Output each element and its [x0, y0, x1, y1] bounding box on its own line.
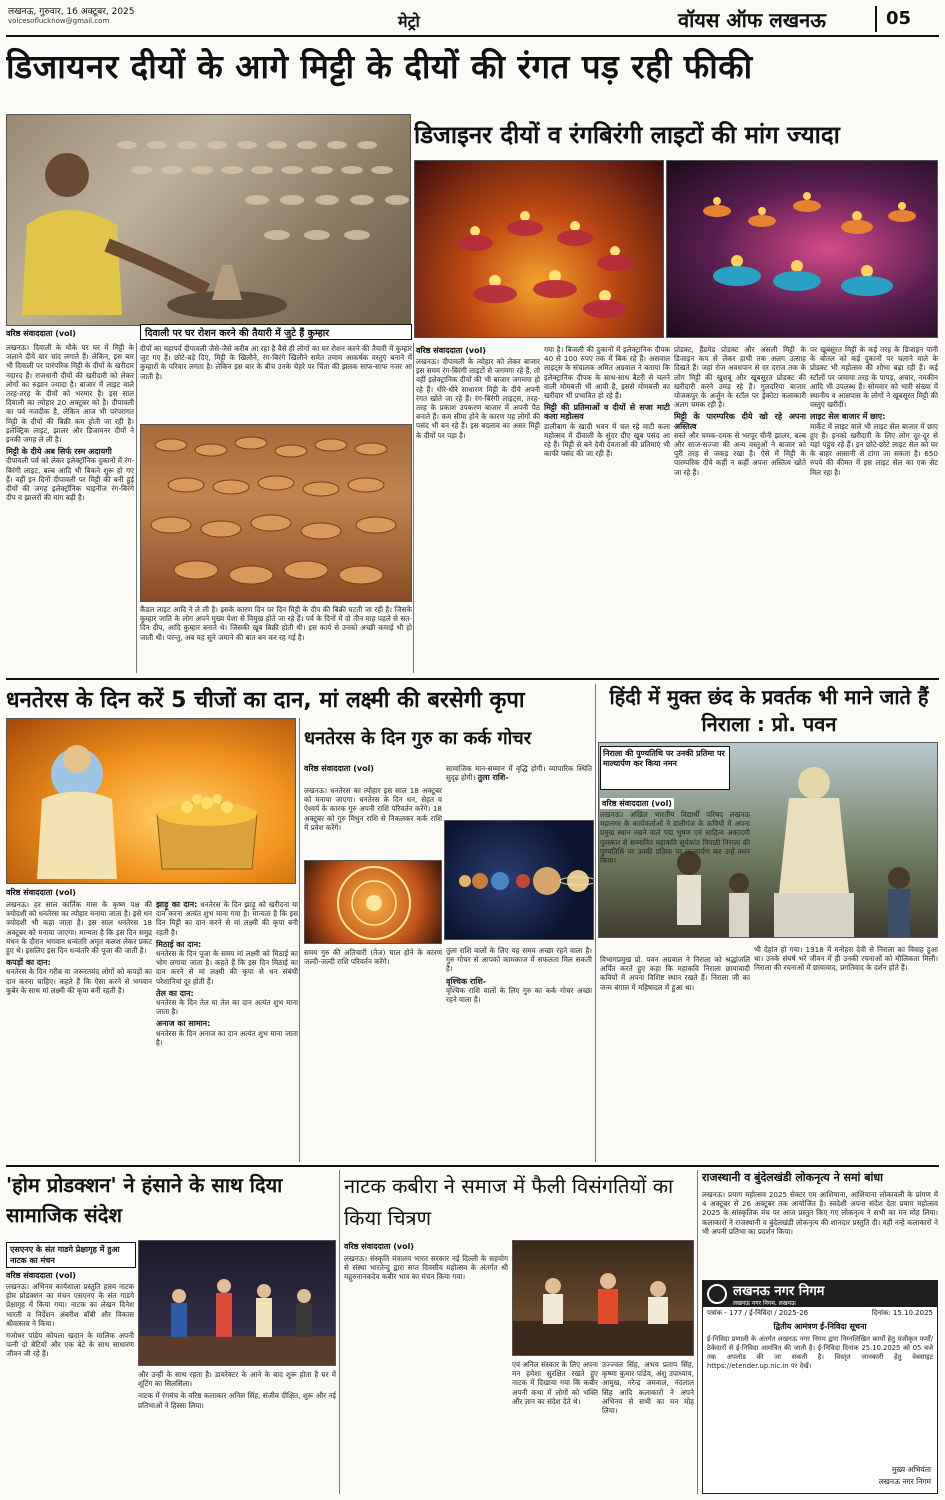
zodiac-wheel-photo	[304, 860, 442, 944]
subhead: कपड़ों का दान:	[6, 958, 51, 968]
text: पर खूबसूरत मिट्टी के कई तरह के डिजाइन पानी के बोतल को कई दुकानों पर चलाने वाले के प्रोडक्ट भी महोत्सव की शोभा बढ़ा रही हैं। कई स्टॉलों पर जमाया तरह के पापड़, अचार, नमकीन आदि भी उपलब्ध हैं। सोमवार को भारी संख्या में स्थानीय व आसपास के लोगों ने खूबसूरत मिट्टी की वस्तुएं खरीदीं।	[810, 345, 938, 410]
text: धनतेरस के दिन तेल या तेल का दान अत्यंत शुभ माना जाता है।	[156, 998, 298, 1017]
org-sub: लखनऊ नगर निगम, लखनऊ	[733, 1300, 796, 1307]
text: धनतेरस के दिन गरीब या जरूरतमंद लोगों को कपड़ों का दान करना चाहिए। कहते हैं कि ऐसा करने से भगवान कुबेर के साथ मां लक्ष्मी की कृपा बनी रहती है।	[6, 967, 152, 995]
ad-body: ई-निविदा प्रणाली के अंतर्गत लखनऊ नगर निगम द्वारा निम्नलिखित कार्यों हेतु पंजीकृत फर्मों/ठेकेदारों से ई-निविदा आमंत्रित की जाती है। ई-निविदा दिनांक 25.10.2025 को 05 बजे तक अपलोड की जा सकती है। विस्तृत जानकारी हेतु वेबसाइट https://etender.up.nic.in पर देखें।	[707, 1335, 933, 1370]
subhead: मिट्टी के पारम्परिक दीये खो रहे अपना अस्तित्व	[674, 412, 806, 431]
story4-col1: लखनऊ। अखिल भारतीय विद्यार्थी परिषद लखनऊ महानगर के कार्यकर्ताओं ने डालीगंज के कवियों में अपना प्रमुख स्थान रखने वाले पद्म भूषण एवं साहित्य अकादमी पुरस्कार से सम्मानित महाकवि सूर्यकांत त्रिपाठी निराला की पुण्यतिथि पर उनकी प्रतिमा पर माल्यार्पण कर उन्हें नमन किया।	[600, 810, 750, 866]
lakshmi-kubera-photo	[6, 718, 296, 884]
ad-signature: मुख्य अभियंता	[891, 1465, 931, 1474]
section-title: मेट्रो	[398, 12, 420, 31]
divider	[413, 343, 414, 673]
text: गया है। बिजली की दुकानों में इलेक्ट्रानिक दीपक 40 से 100 रुपए तक में बिक रहे हैं। असवाल लाइट्स के संचालक अमित अग्रवाल ने बताया कि इलेक्ट्रानिक दीपक के साथ-साथ बैटरी से चलने वाली मोमबत्ती भी आयी है, इससे मोमबत्ती का खरीदार भी प्रभावित हो रहे हैं।	[544, 345, 670, 401]
story3-col1-bottom: समय गुरु की अतिचारी (तेज) चाल होने के कारण जल्दी-जल्दी राशि परिवर्तन करेंगे।	[304, 948, 442, 967]
ad-header	[703, 1281, 937, 1307]
byline: वरिष्ठ संवाददाता (vol)	[6, 1271, 76, 1280]
ad-date: दिनांक: 15.10.2025	[871, 1309, 933, 1317]
candle-diya-photo	[666, 160, 938, 338]
story6-headline: नाटक कबीरा ने समाज में फैली विसंगतियों का किया चित्रण	[344, 1174, 674, 1230]
photo-caption: एसएनए के संत गाडगे प्रेक्षागृह में हुआ नाटक का मंचन	[6, 1242, 136, 1268]
story2-col2	[156, 900, 298, 1162]
planets-photo	[444, 820, 594, 940]
subhead: मिट्टी के दीये अब सिर्फ रस्म अदायगी	[6, 447, 112, 457]
subhead: मिट्टी की प्रतिमाओं व दीयों से सजा माटी कला महोत्सव	[544, 403, 670, 422]
story6-col3: उज्ज्वल सिंह, अभय प्रताप सिंह, कृष्णा कुमार पांडेय, अंशु उपाध्याय, आमुख, नरेन्द्र जमवाल, नंदलाल सिंह आदि कलाकारों ने अपने अभिनय से सभी का मन मोह लिया।	[602, 1360, 694, 1416]
text: सस्ते और चमक-दमक से भरपूर चीनी झालर, बल्ब और साज-सज्जा की अन्य वस्तुओं ने बाजार को पूरी तरह से जकड़ रखा है। ऐसे में मिट्टी के पारम्परिक दीये कहीं न कहीं अपना अस्तित्व खोते जा रहे हैं।	[674, 430, 806, 477]
story2-headline: धनतेरस के दिन करें 5 चीजों का दान, मां लक्ष्मी की बरसेगी कृपा	[6, 688, 525, 713]
text: गजोधर पांडेय कोयला खदान के मालिक अपनी पत्नी दो बेटियों और एक बेटे के साथ साधारण जीवन जी रहे हैं।	[6, 1331, 134, 1359]
story2-col1	[6, 900, 152, 1162]
divider	[6, 35, 939, 37]
divider	[875, 6, 877, 32]
story1-headline: डिजायनर दीयों के आगे मिट्टी के दीयों की रंगत पड़ रही फीकी	[6, 47, 753, 86]
divider	[595, 684, 596, 1162]
story1-right-col1: लखनऊ। दीपावली के त्योहार को लेकर बाजार इस समय रंग-बिरंगी लाइटों से जगमगा रहे हैं, तो वहीं इलेक्ट्रानिक दीयों की भी बाजार जगमगा हो रहे हैं। धीरे-धीरे साधारण मिट्टी के दीये अपनी रंगत खोते जा रहे हैं। रंग-बिरंगी लाइट्स, तरह-तरह के प्रकाश उपकरण बाजार में अपनी पैठ बनाते हैं। कम सीमा होने के कारण यह लोगों की पसंद भी बन रहे हैं। इस बदलाव का असर मिट्टी के दीयों पर पड़ा है।	[416, 357, 540, 440]
text: धनतेरस के दिन पूजा के समय मां लक्ष्मी को मिठाई का भोग लगाया जाता है। कहते हैं कि इस दिन मिठाई का दान करने से मां लक्ष्मी की कृपा से धन संबंधी परेशानियां दूर होती हैं।	[156, 949, 298, 986]
story1-subheadline: डिजाइनर दीयों व रंगबिरंगी लाइटों की मांग ज्यादा	[414, 121, 840, 149]
text: सामाजिक मान-सम्मान में वृद्धि होगी। व्यापारिक स्थिति सुदृढ़ होगी।	[446, 764, 592, 783]
photo-caption: निराला की पुण्यतिथि पर उनकी प्रतिमा पर माल्यार्पण कर किया नमन	[600, 746, 730, 790]
ad-number: पत्रांक - 177 / ई-निविदा / 2025-26	[707, 1309, 809, 1317]
subhead: लाइट सेल बाजार में छाए:	[810, 412, 886, 422]
byline: वरिष्ठ संवाददाता (vol)	[416, 346, 486, 355]
text: डालीबाग के खादी भवन में चल रहे माटी कला महोत्सव में दीवाली के सुंदर दीए खूब पसंद आ रहे हैं। मिट्टी से बने देवी देवताओं की प्रतिमाएं भी काफी पसंद की जा रही हैं।	[544, 421, 670, 459]
ad-signature2: लखनऊ नगर निगम	[878, 1477, 931, 1486]
ad-title: द्वितीय आमंत्रण ई-निविदा सूचना	[773, 1322, 867, 1331]
earthen-diya-photo	[140, 424, 412, 602]
paper-name: वॉयस ऑफ लखनऊ	[678, 8, 826, 32]
story7-headline: राजस्थानी व बुंदेलखंडी लोकनृत्य ने समां बांधा	[702, 1171, 883, 1184]
text: दीपावली पर्व को लेकर इलेक्ट्रॉनिक दुकानों में रंग-बिरंगी लाइट, बल्ब आदि भी बिकने शुरू हो गए हैं। वहीं इन दिनों दीपावली पर मिट्टी की बनी हुई दीयों की जगह इलेक्ट्रॉनिक चाइनीज रंग-बिरंगे दीप व झालरों की मांग बढ़ी है।	[6, 456, 134, 503]
subhead: तेल का दान:	[156, 988, 194, 998]
story1-col1	[6, 343, 134, 673]
date-line: लखनऊ, गुरुवार, 16 अक्टूबर, 2025	[8, 7, 135, 17]
story3-col1-top: लखनऊ। धनतेरस का त्योहार इस साल 18 अक्टूबर को मनाया जाएगा। धनतेरस के दिन धन, सेहत व ऐश्वर्य के कारक गुरु अपनी राशि परिवर्तन करेंगे। 18 अक्टूबर को गुरु मिथुन राशि से निकलकर कर्क राशि में प्रवेश करेंगे।	[304, 786, 442, 832]
story4-headline: हिंदी में मुक्त छंद के प्रवर्तक भी माने जाते हैं निराला : प्रो. पवन	[609, 685, 929, 736]
page-number: 05	[886, 8, 912, 29]
email: voicesoflucknow@gmail.com	[8, 17, 110, 25]
story7-body: लखनऊ। प्रयाग महोत्सव 2025 सेक्टर एम आशियाना, आशियाना लोकावली के प्रांगण में 4 अक्टूबर से 26 अक्टूबर तक आयोजित है। स्वदेशी अपना संदेश देता प्रयाग महोत्सव 2025 के सांस्कृतिक मंच पर आज प्रस्तुत किए गए लोकनृत्य ने सभी का मन मोह लिया। कलाकारों ने राजस्थानी व बुंदेलखंडी लोकनृत्य की शानदार प्रस्तुति दी। वहीं नन्हे कलाकारों ने भी अपनी प्रतिभा का प्रदर्शन किया।	[702, 1190, 938, 1236]
story4-col3: भी देहांत हो गया। 1918 में मनोहरा देवी से निराला का विवाह हुआ था। उनके संघर्ष भरे जीवन में ही उनकी रचनाओं को मौलिकता मिली। निराला की रचनाओं में छायावाद, प्रगतिवाद के दर्शन होते हैं।	[754, 945, 938, 973]
text: नाटक में रंगमंच के वरिष्ठ कलाकार अनिल सिंह, संजीव दीक्षित, शुरू और नई प्रतिभाओं ने हिस्सा लिया।	[138, 1391, 336, 1410]
text: प्रोडक्ट, हैंडमेड प्रोडक्ट और असली मिट्टी के डिजाइन कप से लेकर हाथी तक अलग उत्साह दिखते हैं। जहां रोज अवधपान से दर दराज तक के लोग मिट्टी की खुशबू और खूबसूरत प्रोडक्ट की खरीदारी करने उमड़ रहे हैं। गुलदरिया बाजार योजकपुर के अर्जुन के स्टॉल पर ड्रेकोटा कलाकारी अलग चमक रही है।	[674, 345, 806, 410]
text: तुला राशि वालों के लिए यह समय अच्छा रहने वाला है। गुरु गोचर से आपको कामकाज में सफलता मिल सकती है।	[446, 946, 592, 974]
story5-col1	[6, 1282, 134, 1494]
story6-col2: एवं अनिल संस्कार के लिए अपना मन हमेशा सुरक्षित रखते हुए नाटक में दिखाया गया कि कबीर अपनी कथा में लोगों को भक्ति और ज्ञान का संदेश देते थे।	[512, 1360, 598, 1406]
seal-icon	[707, 1284, 727, 1304]
story1-mid-top: दीपों का महापर्व दीपावली जैसे-जैसे करीब आ रहा है वैसे ही लोगों का घर रोशन करने की तैयारी में कुम्हार जुट गए हैं। छोटे-बड़े दिए, मिट्टी के खिलौने, रंग-बिरंगे खिलौने समेत तमाम आकर्षक वस्तुएं बनाने में कुम्हारों के परिवार लगता है। लेकिन इस बार के बीच उनके चेहरे पर चिंता की झलक साफ-साफ नजर आ जाती है।	[140, 344, 412, 381]
designer-diya-photo	[414, 160, 664, 338]
potter-photo	[6, 114, 411, 326]
photo-caption: दिवाली पर घर रोशन करने की तैयारी में जुटे हैं कुम्हार	[140, 324, 412, 340]
ad-meta	[703, 1307, 937, 1320]
byline: वरिष्ठ संवाददाता (vol)	[344, 1242, 414, 1251]
story3-col2-top	[446, 764, 592, 824]
byline: वरिष्ठ संवाददाता (vol)	[6, 329, 76, 338]
story4-col2: विभागप्रमुख प्रो. पवन अग्रवाल ने निराला को श्रद्धांजलि अर्पित करते हुए कहा कि महाकवि निराला छायावादी कवियों में अपना विशिष्ट स्थान रखते हैं। निराला जी का जन्म बंगाल में महिषादल में हुआ था।	[600, 955, 750, 992]
text: मार्केट में लाइट वाले भी लाइट सेल बाजार में छाए हुए हैं। इनको खरीदारी के लिए लोग दूर-दूर से यहां पहुंच रहे हैं। इन छोटे-छोटे लाइट सेल को घर के बाहर आसानी से टांगा जा सकता है। 650 रुपये की कीमत में इस लाइट सेल का एक सेट मिल रहा है।	[810, 421, 938, 477]
divider	[136, 343, 137, 673]
story1-right-col3	[674, 345, 806, 673]
subhead: झाड़ू का दान:	[156, 900, 198, 909]
home-production-play-photo	[138, 1240, 336, 1366]
story5-headline: 'होम प्रोडक्शन' ने हंसाने के साथ दिया सामाजिक संदेश	[6, 1173, 283, 1227]
byline: वरिष्ठ संवाददाता (vol)	[6, 888, 76, 897]
text: लखनऊ। हर साल कार्तिक मास के कृष्ण पक्ष की त्रयोदशी को धनतेरस का त्योहार मनाया जाता है। इसे धन त्रयोदशी भी कहा जाता है। इस साल धनतेरस 18 अक्टूबर को मनाया जाएगा। मान्यता है कि इस दिन समुद्र मंथन के दौरान भगवान धन्वंतरि अमृत कलश लेकर प्रकट हुए थे। इसलिए इस दिन धन्वंतरि की पूजा की जाती है।	[6, 900, 152, 956]
subhead: तुला राशि-	[477, 773, 509, 783]
text: और उन्हीं के साथ रहता है। डायरेक्टर के आने के बाद शुरू होता है घर में शूटिंग का सिलसिला।	[138, 1370, 336, 1389]
story5-col2	[138, 1370, 336, 1494]
subhead: अनाज का सामान:	[156, 1019, 211, 1029]
divider	[697, 1170, 698, 1494]
story3-col2-bottom	[446, 946, 592, 1162]
divider	[6, 678, 939, 680]
text: लखनऊ। दिवाली के मौके पर घर में मिट्टी के जलाने दीये चार चांद लगाते हैं। लेकिन, इस बार भी दिवाली पर पारंपरिक मिट्टी के दीयों के खरीदार नदारद हैं। राजधानी दीयों की खरीदारी को लेकर लोगों का रुझान ज्यादा है। बाजार में लाइट वाले तरह-तरह के दीयों को भरमार है। इस साल दिवाली का त्योहार 20 अक्टूबर को है। दीपावली का पर्व नजदीक है, लेकिन आज भी परंपरागत मिट्टी के दीयों की बिक्री कम होती जा रही है। इलेक्ट्रिक लाइट, झालर और डिजायनर दीयों ने इनकी जगह ले ली है।	[6, 343, 134, 445]
byline: वरिष्ठ संवाददाता (vol)	[304, 764, 374, 773]
byline: वरिष्ठ संवाददाता (vol)	[602, 799, 672, 808]
divider	[6, 1165, 939, 1167]
text: लखनऊ। अभिनव कार्यशाला प्रस्तुति हास्य नाटक होम प्रोडक्शन का मंचन एसएनए के संत गाडगे प्रेक्षागृह में किया गया। नाटक का लेखन दिनेश भारती व निर्देशन अंबरीश बॉबी और विकास श्रीवास्तव ने किया।	[6, 1282, 134, 1328]
text: धनतेरस के दिन अनाज का दान अत्यंत शुभ माना जाता है।	[156, 1028, 298, 1047]
story1-right-col4	[810, 345, 938, 673]
story6-col1: लखनऊ। संस्कृति मंत्रालय भारत सरकार नई दिल्ली के सहयोग से संस्था भारतेन्दु द्वारा सप्त दिवसीय महोत्सव के अंतर्गत श्री मद्गुरुनानकदेव कबीर भाव का मंचन किया गया।	[344, 1254, 508, 1282]
kabira-play-photo	[512, 1240, 694, 1356]
subhead: वृश्चिक राशि-	[446, 976, 487, 986]
divider	[339, 1170, 340, 1494]
text: वृश्चिक राशि वालों के लिए गुरु का कर्क गोचर अच्छा रहने वाला है।	[446, 985, 592, 1005]
story1-mid-bottom: कैंडल लाइट आदि ने ले ली है। इसके कारण दिन पर दिन मिट्टी के दीप की बिक्री घटती जा रही है। जिसके कुम्हार जाति के लोग अपने मुख्य पेशा से विमुख होते जा रहे हैं। पर्व के दिनों में दो तीन माह पहले से सत-दिन दीप, आदि कुम्हार बनाते थे। जिसकी खूब बिक्री होती थी। इस कार्य से उनको अच्छी कमाई भी हो जाती थी। परन्तु, अब यह सुने जमाने की बात बन कर रह गई है।	[140, 605, 412, 642]
org-name: लखनऊ नगर निगम	[733, 1284, 825, 1299]
divider	[299, 718, 300, 1162]
story3-headline: धनतेरस के दिन गुरु का कर्क गोचर	[304, 728, 532, 749]
text: धनतेरस के दिन झाड़ू को खरीदना या दान करना अत्यंत शुभ माना गया है। मान्यता है कि इस दिन मिट्टी का दान करने से मां लक्ष्मी की कृपा बनी रहती है।	[156, 900, 298, 937]
story1-right-col2	[544, 345, 670, 673]
subhead: मिठाई का दान:	[156, 939, 202, 949]
tender-ad	[702, 1280, 938, 1494]
